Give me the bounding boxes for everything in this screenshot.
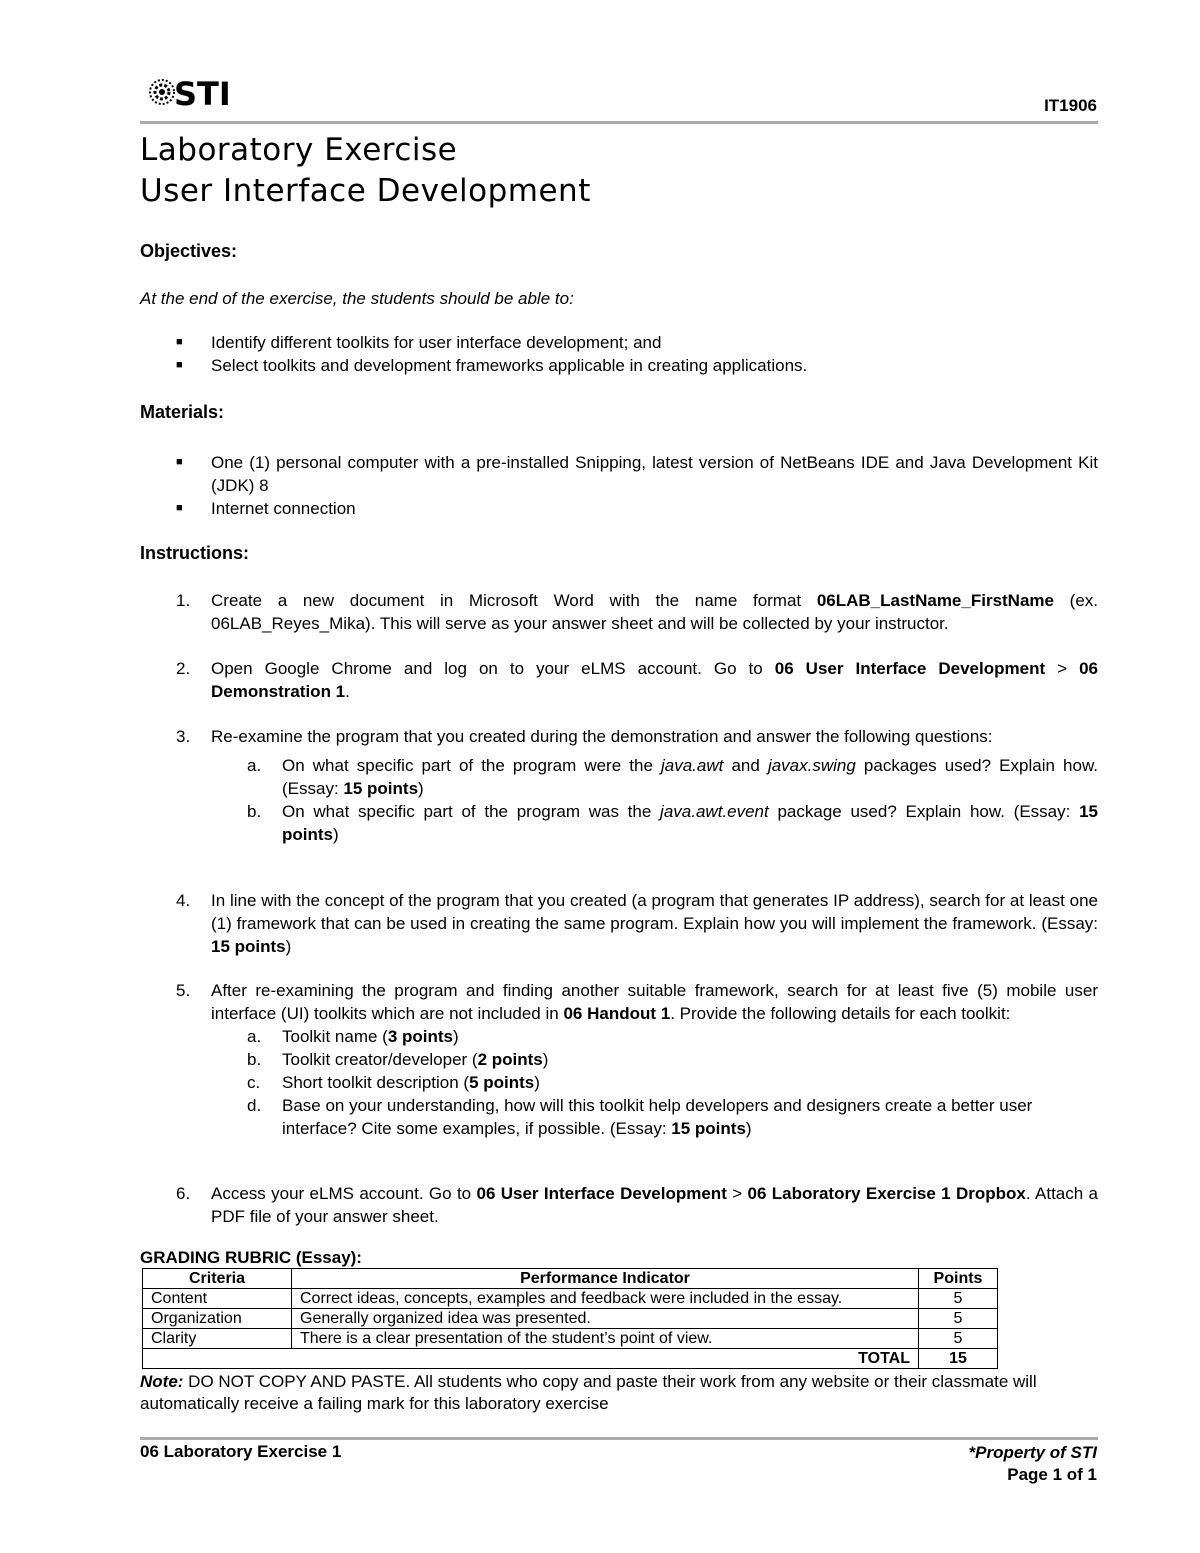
instruction-step-4: 4. In line with the concept of the program that you created (a program that generates IP address), search for at least one (1) framework that can be used in creating the same program. Explain how you will implement the framework. (Essay: 15 points) bbox=[176, 891, 1098, 956]
objectives-heading: Objectives: bbox=[140, 241, 238, 261]
table-total-row: TOTAL 15 bbox=[143, 1349, 998, 1369]
instruction-step-6: 6. Access your eLMS account. Go to 06 User Interface Development > 06 Laboratory Exercise 1 Dropbox. Attach a PDF file of your answer sheet. bbox=[176, 1184, 1099, 1226]
table-row: Clarity There is a clear presentation of the student’s point of view. 5 bbox=[143, 1329, 998, 1349]
logo-text: STI bbox=[174, 75, 231, 112]
title-line2: User Interface Development bbox=[140, 173, 591, 209]
instruction-step-2: 2. Open Google Chrome and log on to your eLMS account. Go to 06 User Interface Development > 06 Demonstration 1. bbox=[176, 659, 1098, 701]
objectives-intro: At the end of the exercise, the students should be able to: bbox=[140, 289, 574, 308]
list-item: ■ Select toolkits and development frameworks applicable in creating applications. bbox=[176, 356, 808, 375]
property-note: *Property of STI bbox=[968, 1443, 1097, 1462]
footer-title: 06 Laboratory Exercise 1 bbox=[140, 1442, 342, 1461]
course-code: IT1906 bbox=[1044, 96, 1097, 115]
list-item: ■ One (1) personal computer with a pre-installed Snipping, latest version of NetBeans IDE and Java Development Kit (JDK) 8 bbox=[176, 453, 1098, 495]
bullet-icon: ■ bbox=[176, 359, 183, 371]
sub-item: c. Short toolkit description (5 points) bbox=[247, 1073, 540, 1092]
sub-item: a. On what specific part of the program were the java.awt and javax.swing packages used? Explain how. (Essay: 15 points) bbox=[247, 756, 1099, 798]
bullet-icon: ■ bbox=[176, 456, 183, 468]
sti-logo bbox=[148, 72, 240, 112]
materials-list bbox=[140, 451, 1098, 520]
header-rule bbox=[140, 121, 1098, 124]
title-line1: Laboratory Exercise bbox=[140, 132, 458, 168]
sub-item: b. On what specific part of the program was the java.awt.event package used? Explain how. (Essay: 15 points) bbox=[247, 802, 1098, 844]
rubric-heading: GRADING RUBRIC (Essay): bbox=[140, 1248, 362, 1267]
sub-item: d. Base on your understanding, how will this toolkit help developers and designers create a better user interface? Cite some examples, if possible. (Essay: 15 points) bbox=[247, 1096, 1033, 1138]
footer-meta bbox=[969, 1442, 1097, 1486]
table-row: Organization Generally organized idea was presented. 5 bbox=[143, 1309, 998, 1329]
instruction-step-5: 5. After re-examining the program and finding another suitable framework, search for at least five (5) mobile user interface (UI) toolkits which are not included in 06 Handout 1. Provide the following details for each toolkit: a. Toolkit name (3 points) b. Toolkit creator/developer (2 points) c. Short toolkit description (5 points) d. Base on your understanding, how will this toolkit help developers and designers create a better user interface? Cite some examples, if possible. (Essay: 15 points) bbox=[176, 981, 1098, 1138]
table-header-row: Criteria Performance Indicator Points bbox=[143, 1269, 998, 1289]
table-row: Content Correct ideas, concepts, examples and feedback were included in the essay. 5 bbox=[143, 1289, 998, 1309]
footer-rule bbox=[140, 1437, 1098, 1440]
sub-item: a. Toolkit name (3 points) bbox=[247, 1027, 459, 1046]
instructions-heading: Instructions: bbox=[140, 543, 250, 563]
note-text: Note: DO NOT COPY AND PASTE. All students who copy and paste their work from any website or their classmate will automatically receive a failing mark for this laboratory exercise bbox=[140, 1372, 1037, 1413]
page-number: Page 1 of 1 bbox=[1007, 1465, 1097, 1484]
materials-heading: Materials: bbox=[140, 402, 225, 422]
grading-rubric-table bbox=[142, 1268, 998, 1369]
bullet-icon: ■ bbox=[176, 336, 183, 348]
list-item: ■ Internet connection bbox=[176, 499, 356, 518]
instruction-step-1: 1. Create a new document in Microsoft Word with the name format 06LAB_LastName_FirstName (ex. 06LAB_Reyes_Mika). This will serve as your answer sheet and will be collected by your instructor. bbox=[176, 591, 1098, 633]
bullet-icon: ■ bbox=[176, 502, 183, 514]
list-item: ■ Identify different toolkits for user interface development; and bbox=[176, 333, 662, 352]
instruction-step-3: 3. Re-examine the program that you created during the demonstration and answer the following questions: a. On what specific part of the program were the java.awt and javax.swing packages used? Explain how. (Essay: 15 points) b. On what specific part of the program was the java.awt.event package used? Explain how. (Essay: 15 points) bbox=[176, 727, 1099, 844]
objectives-list bbox=[140, 331, 1098, 377]
sub-item: b. Toolkit creator/developer (2 points) bbox=[247, 1050, 549, 1069]
